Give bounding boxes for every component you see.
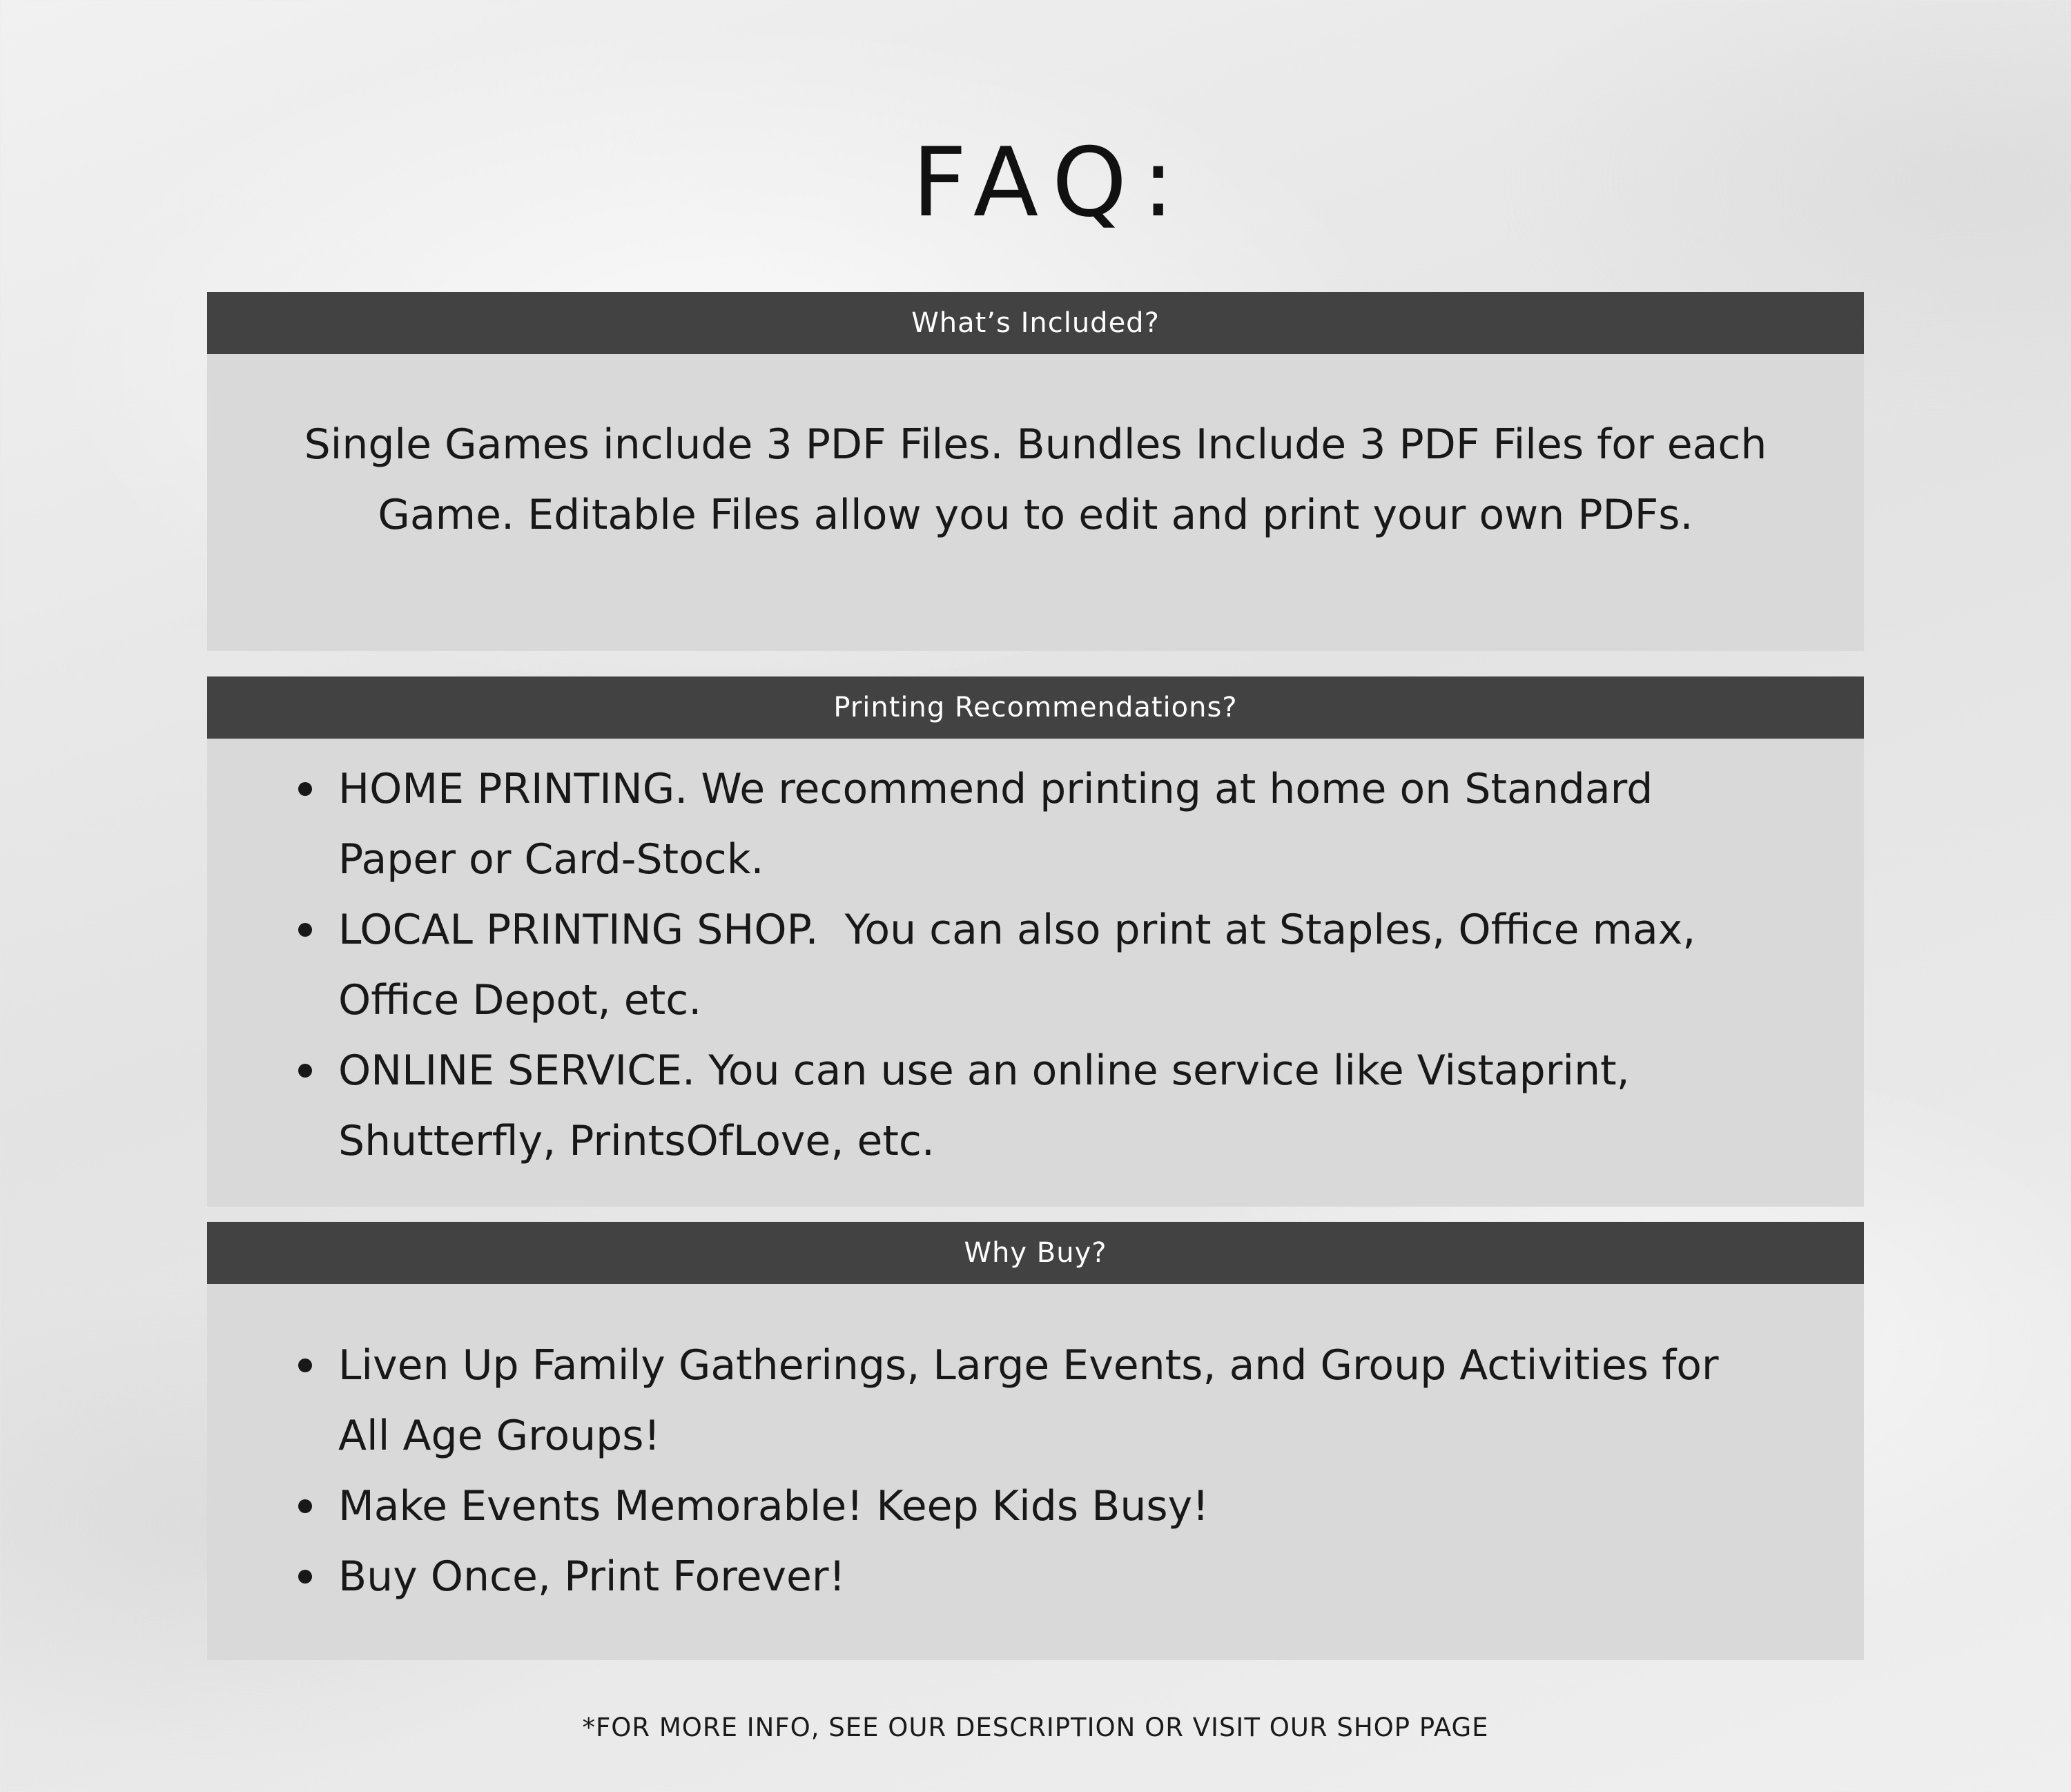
list-item <box>338 1330 1781 1471</box>
bullet-icon <box>298 1064 312 1078</box>
list-item-text: Buy Once, Print Forever! <box>338 1552 846 1601</box>
section-heading: What’s Included? <box>207 292 1864 354</box>
list-item <box>338 1035 1781 1176</box>
bullet-list <box>338 754 1781 1176</box>
list-item-text: ONLINE SERVICE. You can use an online service like Vistaprint, Shutterfly, PrintsOfLove, etc. <box>338 1046 1630 1165</box>
section-heading: Why Buy? <box>207 1222 1864 1284</box>
faq-section-why-buy <box>207 1222 1864 1660</box>
bullet-icon <box>298 1499 312 1513</box>
list-item <box>338 1471 1781 1541</box>
section-body <box>207 1284 1864 1660</box>
answer-paragraph: Single Games include 3 PDF Files. Bundles Include 3 PDF Files for each Game. Editable Files allow you to edit and print your own PDFs. <box>304 420 1767 539</box>
footer-note: *FOR MORE INFO, SEE OUR DESCRIPTION OR VISIT OUR SHOP PAGE <box>582 1713 1489 1742</box>
list-item-text: Make Events Memorable! Keep Kids Busy! <box>338 1482 1209 1530</box>
faq-section-whats-included <box>207 292 1864 651</box>
bullet-icon <box>298 923 312 937</box>
list-item-text: HOME PRINTING. We recommend printing at home on Standard Paper or Card-Stock. <box>338 765 1653 884</box>
list-item <box>338 754 1781 895</box>
list-item <box>338 895 1781 1035</box>
section-heading: Printing Recommendations? <box>207 676 1864 739</box>
section-body <box>207 739 1864 1207</box>
bullet-icon <box>298 1570 312 1584</box>
section-body <box>207 354 1864 651</box>
bullet-icon <box>298 782 312 796</box>
bullet-list <box>338 1330 1781 1612</box>
bullet-icon <box>298 1358 312 1372</box>
faq-section-printing-recommendations <box>207 676 1864 1207</box>
list-item <box>338 1541 1781 1612</box>
list-item-text: LOCAL PRINTING SHOP. You can also print at Staples, Office max, Office Depot, etc. <box>338 906 1709 1024</box>
page-title: FAQ: <box>912 127 1189 238</box>
list-item-text: Liven Up Family Gatherings, Large Events, and Group Activities for All Age Groups! <box>338 1341 1719 1460</box>
